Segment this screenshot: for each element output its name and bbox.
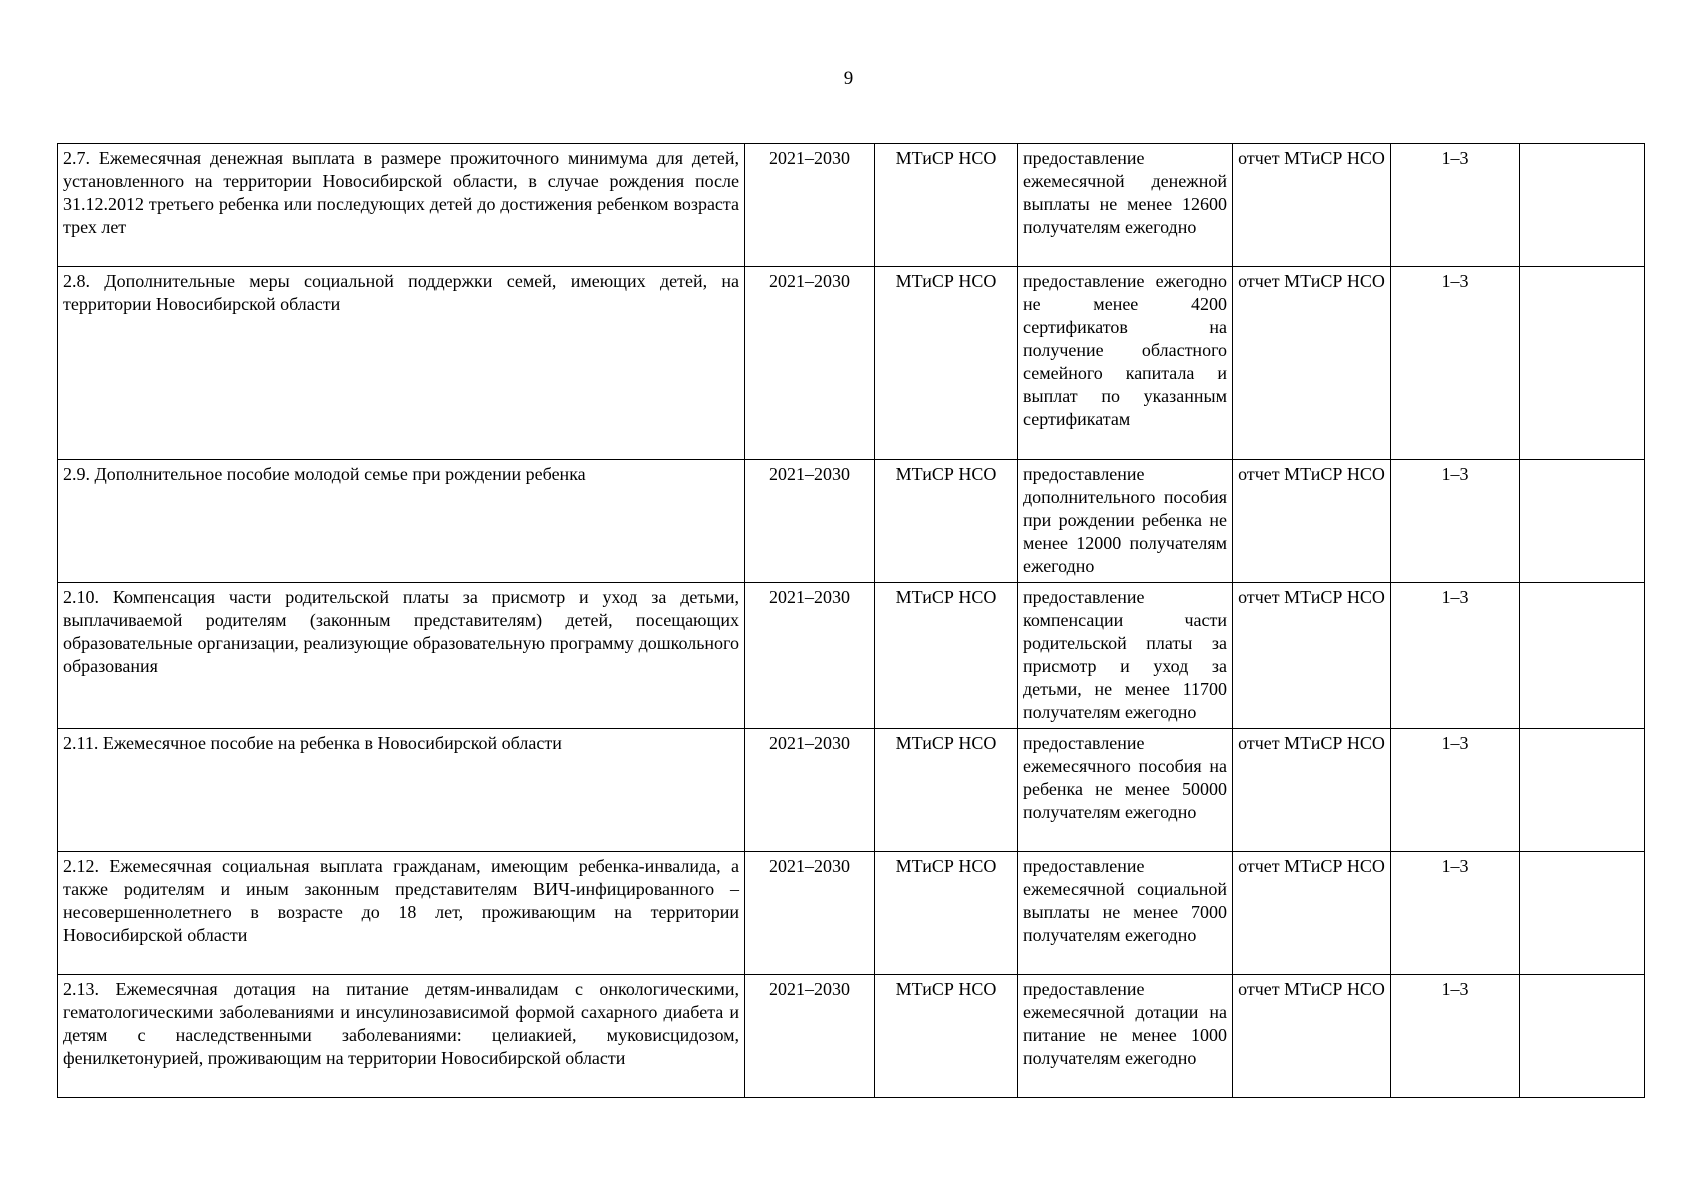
measure-name-cell: 2.11. Ежемесячное пособие на ребенка в Новосибирской области	[58, 729, 745, 852]
table-row	[58, 460, 1645, 583]
expected-result-cell: предоставление ежемесячной денежной выплаты не менее 12600 получателям ежегодно	[1018, 144, 1233, 267]
table-row	[58, 729, 1645, 852]
extra-cell	[1520, 852, 1645, 975]
expected-result-cell: предоставление дополнительного пособия при рождении ребенка не менее 12000 получателям ежегодно	[1018, 460, 1233, 583]
report-form-cell: отчет МТиСР НСО	[1233, 975, 1391, 1098]
period-cell: 2021–2030	[745, 583, 875, 729]
measures-table	[57, 143, 1645, 1098]
table-row	[58, 267, 1645, 460]
expected-result-cell: предоставление ежемесячного пособия на ребенка не менее 50000 получателям ежегодно	[1018, 729, 1233, 852]
executor-cell: МТиСР НСО	[875, 852, 1018, 975]
measure-name-cell: 2.7. Ежемесячная денежная выплата в размере прожиточного минимума для детей, установленного на территории Новосибирской области, в случае рождения после 31.12.2012 третьего ребенка или последующих детей до достижения ребенком возраста трех лет	[58, 144, 745, 267]
table-row	[58, 583, 1645, 729]
extra-cell	[1520, 144, 1645, 267]
report-form-cell: отчет МТиСР НСО	[1233, 729, 1391, 852]
report-form-cell: отчет МТиСР НСО	[1233, 144, 1391, 267]
report-form-cell: отчет МТиСР НСО	[1233, 267, 1391, 460]
extra-cell	[1520, 460, 1645, 583]
indicator-number-cell: 1–3	[1391, 144, 1520, 267]
period-cell: 2021–2030	[745, 975, 875, 1098]
extra-cell	[1520, 267, 1645, 460]
measure-name-cell: 2.10. Компенсация части родительской платы за присмотр и уход за детьми, выплачиваемой родителям (законным представителям) детей, посещающих образовательные организации, реализующие образовательную программу дошкольного образования	[58, 583, 745, 729]
report-form-cell: отчет МТиСР НСО	[1233, 460, 1391, 583]
report-form-cell: отчет МТиСР НСО	[1233, 583, 1391, 729]
executor-cell: МТиСР НСО	[875, 144, 1018, 267]
period-cell: 2021–2030	[745, 267, 875, 460]
executor-cell: МТиСР НСО	[875, 267, 1018, 460]
table-row	[58, 975, 1645, 1098]
report-form-cell: отчет МТиСР НСО	[1233, 852, 1391, 975]
indicator-number-cell: 1–3	[1391, 975, 1520, 1098]
extra-cell	[1520, 583, 1645, 729]
indicator-number-cell: 1–3	[1391, 267, 1520, 460]
executor-cell: МТиСР НСО	[875, 583, 1018, 729]
indicator-number-cell: 1–3	[1391, 729, 1520, 852]
period-cell: 2021–2030	[745, 144, 875, 267]
page-number: 9	[843, 68, 854, 89]
expected-result-cell: предоставление ежемесячной дотации на питание не менее 1000 получателям ежегодно	[1018, 975, 1233, 1098]
indicator-number-cell: 1–3	[1391, 460, 1520, 583]
period-cell: 2021–2030	[745, 852, 875, 975]
measure-name-cell: 2.13. Ежемесячная дотация на питание детям-инвалидам с онкологическими, гематологическими заболеваниями и инсулинозависимой формой сахарного диабета и детям с наследственными заболеваниями: целиакией, муковисцидозом, фенилкетонурией, проживающим на территории Новосибирской области	[58, 975, 745, 1098]
expected-result-cell: предоставление компенсации части родительской платы за присмотр и уход за детьми, не менее 11700 получателям ежегодно	[1018, 583, 1233, 729]
expected-result-cell: предоставление ежегодно не менее 4200 сертификатов на получение областного семейного капитала и выплат по указанным сертификатам	[1018, 267, 1233, 460]
expected-result-cell: предоставление ежемесячной социальной выплаты не менее 7000 получателям ежегодно	[1018, 852, 1233, 975]
extra-cell	[1520, 975, 1645, 1098]
measure-name-cell: 2.9. Дополнительное пособие молодой семье при рождении ребенка	[58, 460, 745, 583]
extra-cell	[1520, 729, 1645, 852]
table-row	[58, 144, 1645, 267]
executor-cell: МТиСР НСО	[875, 729, 1018, 852]
period-cell: 2021–2030	[745, 460, 875, 583]
measure-name-cell: 2.8. Дополнительные меры социальной поддержки семей, имеющих детей, на территории Новосибирской области	[58, 267, 745, 460]
executor-cell: МТиСР НСО	[875, 975, 1018, 1098]
indicator-number-cell: 1–3	[1391, 583, 1520, 729]
measure-name-cell: 2.12. Ежемесячная социальная выплата гражданам, имеющим ребенка-инвалида, а также родителям и иным законным представителям ВИЧ-инфицированного – несовершеннолетнего в возрасте до 18 лет, проживающим на территории Новосибирской области	[58, 852, 745, 975]
period-cell: 2021–2030	[745, 729, 875, 852]
indicator-number-cell: 1–3	[1391, 852, 1520, 975]
executor-cell: МТиСР НСО	[875, 460, 1018, 583]
table-row	[58, 852, 1645, 975]
